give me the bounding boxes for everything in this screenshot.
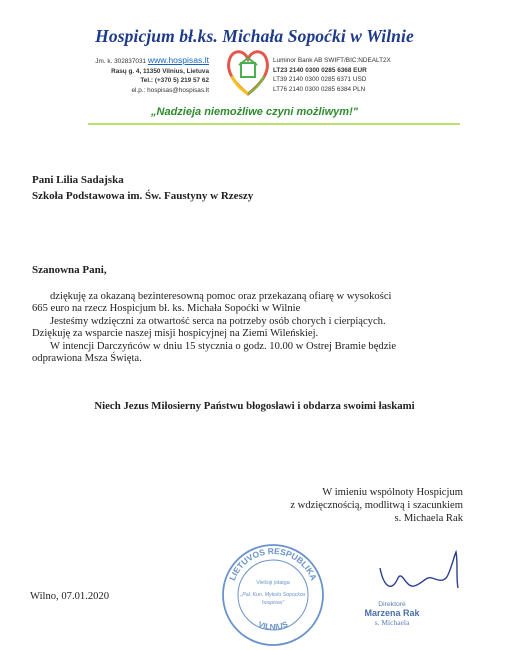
handwritten-signature: [370, 548, 470, 598]
email: el.p.: hospisas@hospisas.lt: [131, 86, 209, 94]
phone: Tel.: (+370 5) 219 57 62: [140, 77, 209, 85]
body-line: W intencji Darczyńców w dniu 15 stycznia o godz. 10.00 w Ostrej Bramie będzie: [50, 340, 397, 352]
address: Rasų g. 4, 11350 Vilnius, Lietuva: [111, 67, 209, 75]
body-line: Dziękuję za wsparcie naszej misji hospicyjnej na Ziemi Wileńskiej.: [32, 328, 319, 340]
recipient-school: Szkoła Podstawowa im. Św. Faustyny w Rzeszy: [32, 190, 254, 202]
official-stamp: [218, 540, 328, 650]
director-stamp: [352, 600, 432, 627]
header-divider: [88, 123, 460, 125]
registration-number: Jm. k. 302837031: [95, 58, 147, 65]
director-sig: s. Michaela: [374, 618, 410, 627]
blessing: Niech Jezus Miłosierny Państwu błogosławi i obdarza swoimi łaskami: [94, 400, 415, 412]
iban-pln: LT76 2140 0300 0285 6384 PLN: [273, 85, 366, 93]
stamp-line: „Pal. Kun. Mykolo Sopockos: [240, 592, 306, 598]
iban-eur: LT23 2140 0300 0285 6368 EUR: [273, 66, 367, 74]
bank-details: [273, 56, 391, 94]
motto: „Nadzieja niemożliwe czyni możliwym!": [151, 106, 358, 118]
iban-usd: LT39 2140 0300 0285 6371 USD: [273, 76, 367, 84]
stamp-line: Viešoji įstaiga: [256, 580, 290, 586]
salutation: Szanowna Pani,: [32, 264, 107, 276]
body-line: dziękuję za okazaną bezinteresowną pomoc oraz przekazaną ofiarę w wysokości: [50, 291, 392, 302]
contact-block: [95, 56, 209, 95]
body-line: odprawiona Msza Święta.: [32, 353, 142, 365]
stamp-top-text: LIETUVOS RESPUBLIKA: [227, 545, 319, 582]
body-line: 665 euro na rzecz Hospicjum bł. ks. Michała Sopoćki w Wilnie: [32, 303, 301, 315]
website-link[interactable]: www.hospisas.lt: [147, 55, 209, 65]
stamp-line: hospisas": [261, 600, 285, 606]
recipient-block: [32, 172, 253, 204]
svg-text:LIETUVOS RESPUBLIKA: [227, 546, 319, 582]
signatory-name: s. Michaela Rak: [394, 513, 463, 525]
director-name: Marzena Rak: [364, 608, 420, 618]
closing-line: z wdzięcznością, modlitwą i szacunkiem: [290, 500, 463, 512]
closing-block: [290, 486, 463, 526]
stamp-bottom-text: VILNIUS: [256, 619, 290, 632]
org-title: Hospicjum bł.ks. Michała Sopoćki w Wilnie: [95, 26, 414, 46]
svg-text:VILNIUS: [257, 619, 290, 631]
recipient-name: Pani Lilia Sadajska: [32, 174, 124, 186]
letter-body: [32, 291, 462, 365]
bank-name: Luminor Bank AB SWIFT/BIC:NDEALT2X: [273, 57, 391, 64]
body-line: Jesteśmy wdzięczni za otwartość serca na potrzeby osób chorych i cierpiących.: [50, 315, 386, 327]
director-title: Direktorė: [378, 601, 406, 608]
hospice-heart-logo-icon: [224, 46, 272, 98]
letter-date: Wilno, 07.01.2020: [30, 591, 110, 602]
closing-line: W imieniu wspólnoty Hospicjum: [322, 487, 463, 498]
